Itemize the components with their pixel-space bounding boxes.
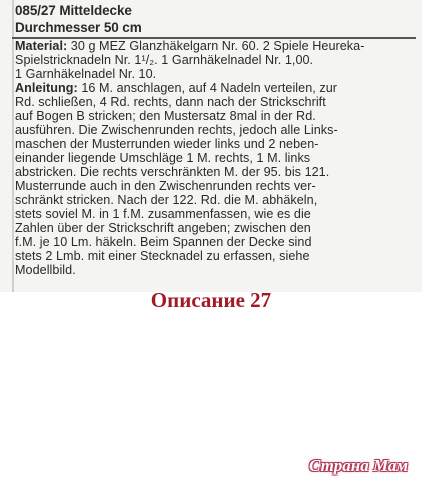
instructions-line-9: schränkt stricken. Nach der 122. Rd. die M. abhäkeln, (15, 193, 318, 207)
instructions-line-14: Modellbild. (15, 263, 76, 277)
diameter-subtitle: Durchmesser 50 cm (15, 20, 142, 35)
instructions-line-8: Musterrunde auch in den Zwischenrunden rechts ver- (15, 179, 316, 193)
instructions-line-11: Zahlen über der Strickschrift angeben; zwischen den (15, 221, 311, 235)
material-line-3: 1 Garnhäkelnadel Nr. 10. (15, 67, 157, 81)
instructions-line-13: stets 2 Lmb. mit einer Stecknadel zu erfassen, siehe (15, 249, 310, 263)
instructions-line-7: abstricken. Die rechts verschränkten M. der 95. bis 121. (15, 165, 330, 179)
instructions-label: Anleitung: (15, 81, 78, 95)
site-watermark: Страна Мам (308, 456, 408, 475)
instructions-text: 16 M. anschlagen, auf 4 Nadeln verteilen, zur (77, 81, 337, 95)
material-label: Material: (15, 39, 68, 53)
instructions-line-6: einander liegende Umschläge 1 M. rechts, 1 M. links (15, 151, 311, 165)
material-text: 30 g MEZ Glanzhäkelgarn Nr. 60. 2 Spiele Heureka- (67, 39, 365, 53)
instructions-line-3: auf Bogen B stricken; den Mustersatz 8mal in der Rd. (15, 109, 316, 123)
material-line-2: Spielstricknadeln Nr. 1¹/₂. 1 Garnhäkelnadel Nr. 1,00. (15, 53, 314, 67)
instructions-line-12: f.M. je 10 Lm. häkeln. Beim Spannen der Decke sind (15, 235, 312, 249)
instructions-line-1 (15, 82, 337, 96)
instructions-line-5: maschen der Musterrunden wieder links und 2 neben- (15, 137, 319, 151)
instructions-line-10: stets soviel M. in 1 f.M. zusammenfassen, wie es die (15, 207, 311, 221)
pattern-number-title: 085/27 Mitteldecke (15, 3, 132, 18)
material-line-1 (15, 40, 364, 54)
instructions-line-2: Rd. schließen, 4 Rd. rechts, dann nach der Strickschrift (15, 95, 326, 109)
description-caption: Описание 27 (150, 288, 272, 312)
instructions-line-4: ausführen. Die Zwischenrunden rechts, jedoch alle Links- (15, 123, 338, 137)
clipping-left-edge (12, 0, 14, 292)
